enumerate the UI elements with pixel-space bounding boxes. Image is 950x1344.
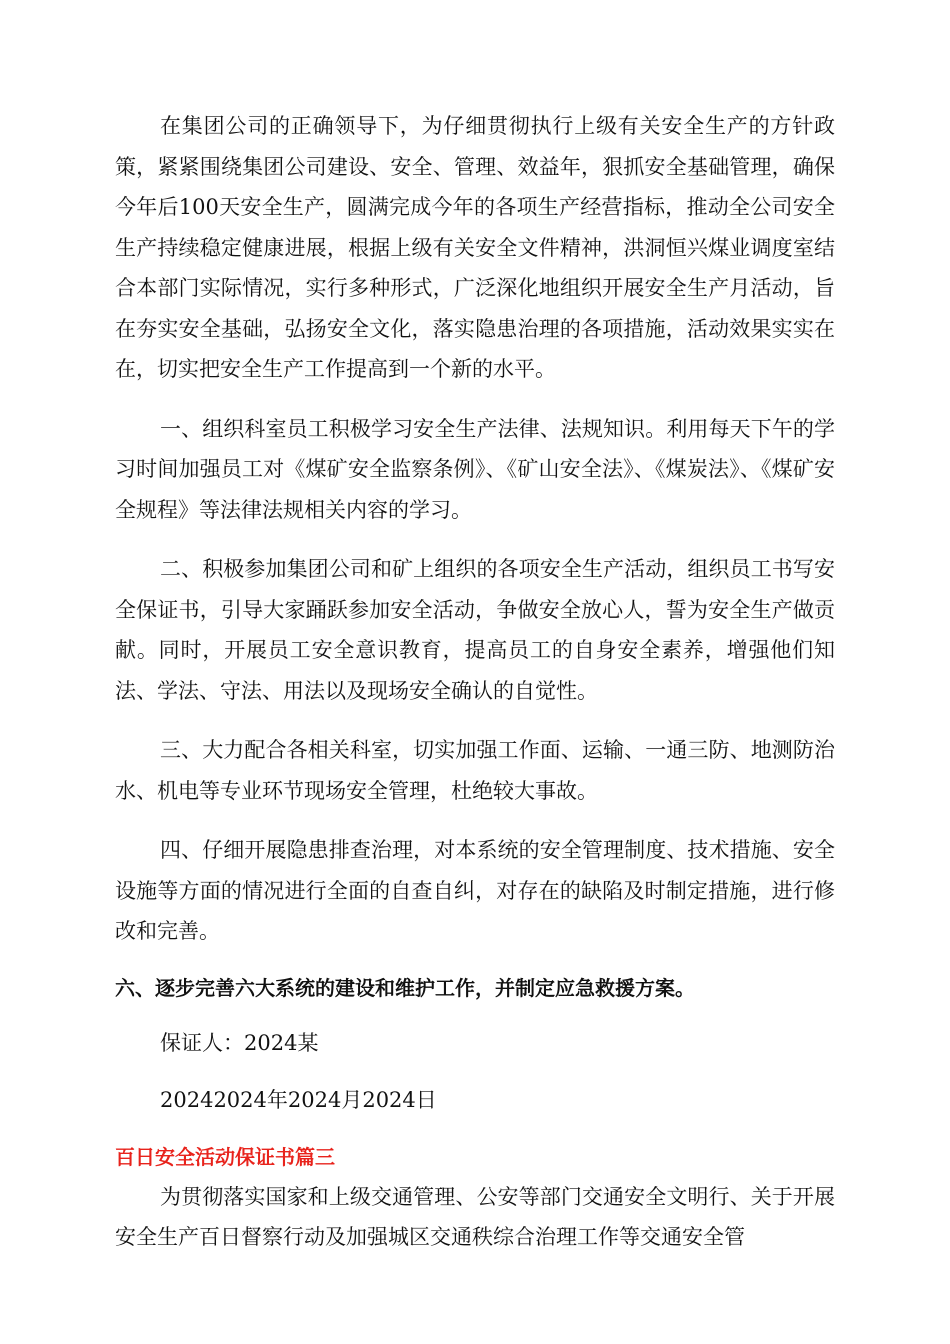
section-title: 百日安全活动保证书篇三 [115,1144,335,1169]
guarantor-line: 保证人：2024某 [160,1030,319,1055]
document-page [115,106,835,1258]
date-line: 20242024年2024月2024日 [160,1087,437,1112]
item-1-paragraph: 一、组织科室员工积极学习安全生产法律、法规知识。利用每天下午的学习时间加强员工对《煤矿安全监察条例》、《矿山安全法》、《煤炭法》、《煤矿安全规程》等法律法规相关内容的学习。 [115,416,835,522]
item-4-paragraph: 四、仔细开展隐患排查治理，对本系统的安全管理制度、技术措施、安全设施等方面的情况进行全面的自查自纠，对存在的缺陷及时制定措施，进行修改和完善。 [115,838,835,943]
item-2-paragraph: 二、积极参加集团公司和矿上组织的各项安全生产活动，组织员工书写安全保证书，引导大家踊跃参加安全活动，争做安全放心人，誓为安全生产做贡献。同时，开展员工安全意识教育，提高员工的自身安全素养，增强他们知法、学法、守法、用法以及现场安全确认的自觉性。 [115,557,835,703]
item-3-paragraph: 三、大力配合各相关科室，切实加强工作面、运输、一通三防、地测防治水、机电等专业环节现场安全管理，杜绝较大事故。 [115,738,835,803]
section-intro-paragraph: 为贯彻落实国家和上级交通管理、公安等部门交通安全文明行、关于开展安全生产百日督察行动及加强城区交通秩综合治理工作等交通安全管 [115,1184,835,1249]
item-6-heading: 六、逐步完善六大系统的建设和维护工作，并制定应急救援方案。 [115,975,695,1000]
intro-paragraph: 在集团公司的正确领导下，为仔细贯彻执行上级有关安全生产的方针政策，紧紧围绕集团公司建设、安全、管理、效益年，狠抓安全基础管理，确保今年后100天安全生产，圆满完成今年的各项生产经营指标，推动全公司安全生产持续稳定健康进展，根据上级有关安全文件精神，洪洞恒兴煤业调度室结合本部门实际情况，实行多种形式，广泛深化地组织开展安全生产月活动，旨在夯实安全基础，弘扬安全文化，落实隐患治理的各项措施，活动效果实实在在，切实把安全生产工作提高到一个新的水平。 [115,114,835,381]
